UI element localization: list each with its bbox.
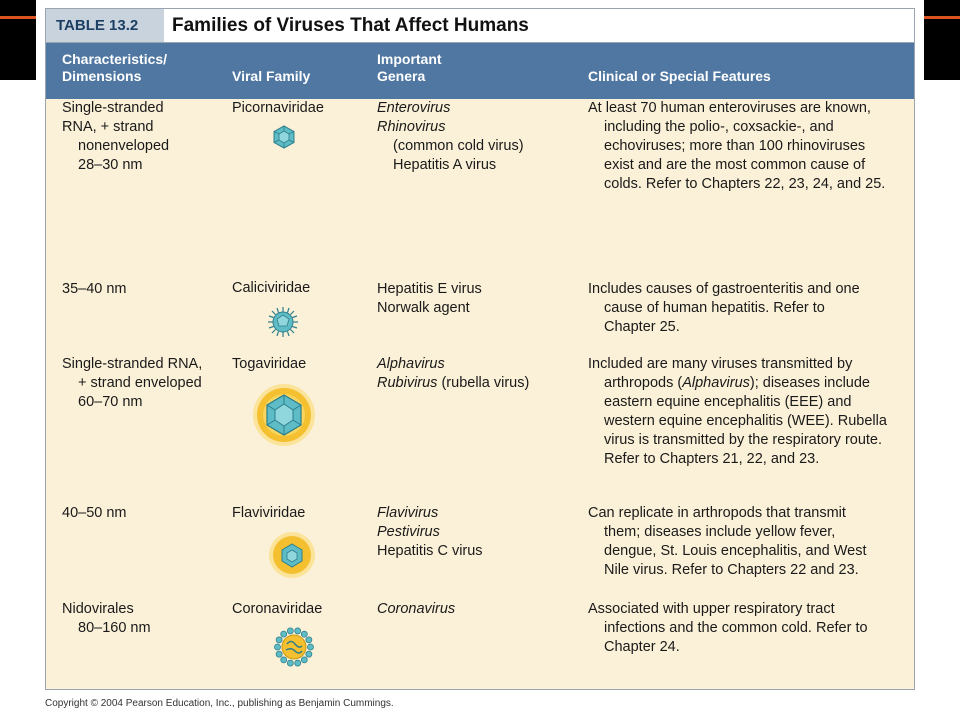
row1-feature-line: including the polio-, coxsackie-, and <box>604 119 834 135</box>
row1-genera <box>377 99 524 175</box>
row5-family: Coronaviridae <box>232 601 323 617</box>
row1-feature-line: exist and are the most common cause of <box>604 157 866 173</box>
coronavirus-spike <box>281 657 287 663</box>
row4-feature-line: Can replicate in arthropods that transmit <box>588 505 846 521</box>
coronavirus-spike <box>308 644 314 650</box>
flavivirus-icon <box>268 531 316 579</box>
row3-feature-italic: Alphavirus <box>682 375 750 391</box>
row2-genera <box>377 280 482 318</box>
row1-feature-line: At least 70 human enteroviruses are known, <box>588 100 871 116</box>
row2-features <box>588 280 860 337</box>
header-characteristics-line1: Characteristics/ <box>62 51 168 67</box>
row3-feature-line: virus is transmitted by the respiratory route. <box>604 432 883 448</box>
table-number: TABLE 13.2 <box>46 9 164 42</box>
header-clinical-features: Clinical or Special Features <box>588 68 771 84</box>
table-title: Families of Viruses That Affect Humans <box>172 15 529 36</box>
row2-family: Caliciviridae <box>232 280 311 296</box>
row1-genus: Rhinovirus <box>377 119 446 135</box>
slide-accent-line-left <box>0 16 36 19</box>
row3-features <box>588 355 887 469</box>
row3-genus-plain: (rubella virus) <box>437 375 530 391</box>
row4-characteristics <box>62 504 127 523</box>
row2-genus: Norwalk agent <box>377 300 470 316</box>
row5-features <box>588 600 868 657</box>
row3-genus: Alphavirus <box>377 356 445 372</box>
row3-family: Togaviridae <box>232 356 307 372</box>
row3-genera <box>377 355 529 393</box>
coronavirus-spike <box>295 628 301 634</box>
row1-genus: (common cold virus) <box>393 138 524 154</box>
row2-feature-line: cause of human hepatitis. Refer to <box>604 300 825 316</box>
row5-characteristics <box>62 600 151 638</box>
row3-feature-line: eastern equine encephalitis (EEE) and <box>604 394 852 410</box>
coronavirus-icon <box>273 626 315 668</box>
row5-char-line: 80–160 nm <box>78 620 151 636</box>
row4-genera <box>377 504 483 561</box>
header-genera-line1: Important <box>377 51 442 67</box>
row1-feature-line: colds. Refer to Chapters 22, 23, 24, and 25. <box>604 176 886 192</box>
row2-characteristics <box>62 280 127 299</box>
row4-feature-line: them; diseases include yellow fever, <box>604 524 836 540</box>
row2-char-line: 35–40 nm <box>62 281 127 297</box>
row3-characteristics <box>62 355 202 412</box>
row1-char-line: RNA, + strand <box>62 119 154 135</box>
calicivirus-icon <box>266 305 300 339</box>
coronavirus-spike <box>301 657 307 663</box>
copyright-notice: Copyright © 2004 Pearson Education, Inc., publishing as Benjamin Cummings. <box>45 698 394 709</box>
row3-feature-line: Refer to Chapters 21, 22, and 23. <box>604 451 820 467</box>
header-genera <box>377 51 442 85</box>
row3-feature-line: western equine encephalitis (WEE). Rubella <box>604 413 887 429</box>
coronavirus-spike <box>276 637 282 643</box>
row4-char-line: 40–50 nm <box>62 505 127 521</box>
row3-feature-line: Included are many viruses transmitted by <box>588 356 853 372</box>
row4-feature-line: Nile virus. Refer to Chapters 22 and 23. <box>604 562 859 578</box>
row3-char-line: 60–70 nm <box>78 394 143 410</box>
row2-feature-line: Chapter 25. <box>604 319 680 335</box>
coronavirus-spike <box>281 631 287 637</box>
row1-features <box>588 99 885 194</box>
row3-char-line: + strand enveloped <box>78 375 202 391</box>
row4-genus: Flavivirus <box>377 505 439 521</box>
coronavirus-spike <box>301 631 307 637</box>
row1-family: Picornaviridae <box>232 100 324 116</box>
row4-genus: Pestivirus <box>377 524 440 540</box>
row5-genera <box>377 600 455 619</box>
row3-char-line: Single-stranded RNA, <box>62 356 203 372</box>
row4-family: Flaviviridae <box>232 505 306 521</box>
row3-feature-part: ); diseases include <box>749 375 870 391</box>
row3-genus-italic: Rubivirus <box>377 375 438 391</box>
header-viral-family: Viral Family <box>232 68 311 84</box>
slide-corner-right <box>924 0 960 80</box>
row1-char-line: nonenveloped <box>78 138 170 154</box>
row5-feature-line: infections and the common cold. Refer to <box>604 620 868 636</box>
picornavirus-icon <box>272 125 296 149</box>
row3-genus <box>377 374 529 393</box>
row2-genus: Hepatitis E virus <box>377 281 482 297</box>
coronavirus-spike <box>287 628 293 634</box>
row3-feature-line <box>588 374 887 393</box>
row5-feature-line: Associated with upper respiratory tract <box>588 601 835 617</box>
row1-genus: Hepatitis A virus <box>393 157 497 173</box>
header-genera-line2: Genera <box>377 68 426 84</box>
coronavirus-spike <box>275 644 281 650</box>
row5-genus: Coronavirus <box>377 601 456 617</box>
row1-char-line: Single-stranded <box>62 100 164 116</box>
row4-features <box>588 504 867 580</box>
row1-char-line: 28–30 nm <box>78 157 143 173</box>
coronavirus-spike <box>306 651 312 657</box>
slide-corner-left <box>0 0 36 80</box>
row4-feature-line: dengue, St. Louis encephalitis, and West <box>604 543 867 559</box>
header-characteristics-line2: Dimensions <box>62 68 142 84</box>
header-characteristics <box>62 51 167 85</box>
row5-char-line: Nidovirales <box>62 601 134 617</box>
row1-characteristics <box>62 99 169 175</box>
table-header-row <box>46 43 914 99</box>
row3-feature-part: arthropods ( <box>604 375 683 391</box>
row1-genus: Enterovirus <box>377 100 451 116</box>
coronavirus-spike <box>276 651 282 657</box>
coronavirus-spike <box>287 660 293 666</box>
togavirus-icon <box>252 383 316 447</box>
coronavirus-spike <box>295 660 301 666</box>
row2-feature-line: Includes causes of gastroenteritis and one <box>588 281 860 297</box>
virus-families-table <box>45 8 915 690</box>
row5-feature-line: Chapter 24. <box>604 639 680 655</box>
table-title-bar <box>46 9 914 43</box>
coronavirus-spike <box>306 637 312 643</box>
row1-feature-line: echoviruses; more than 100 rhinoviruses <box>604 138 866 154</box>
slide-accent-line-right <box>924 16 960 19</box>
row4-genus: Hepatitis C virus <box>377 543 483 559</box>
